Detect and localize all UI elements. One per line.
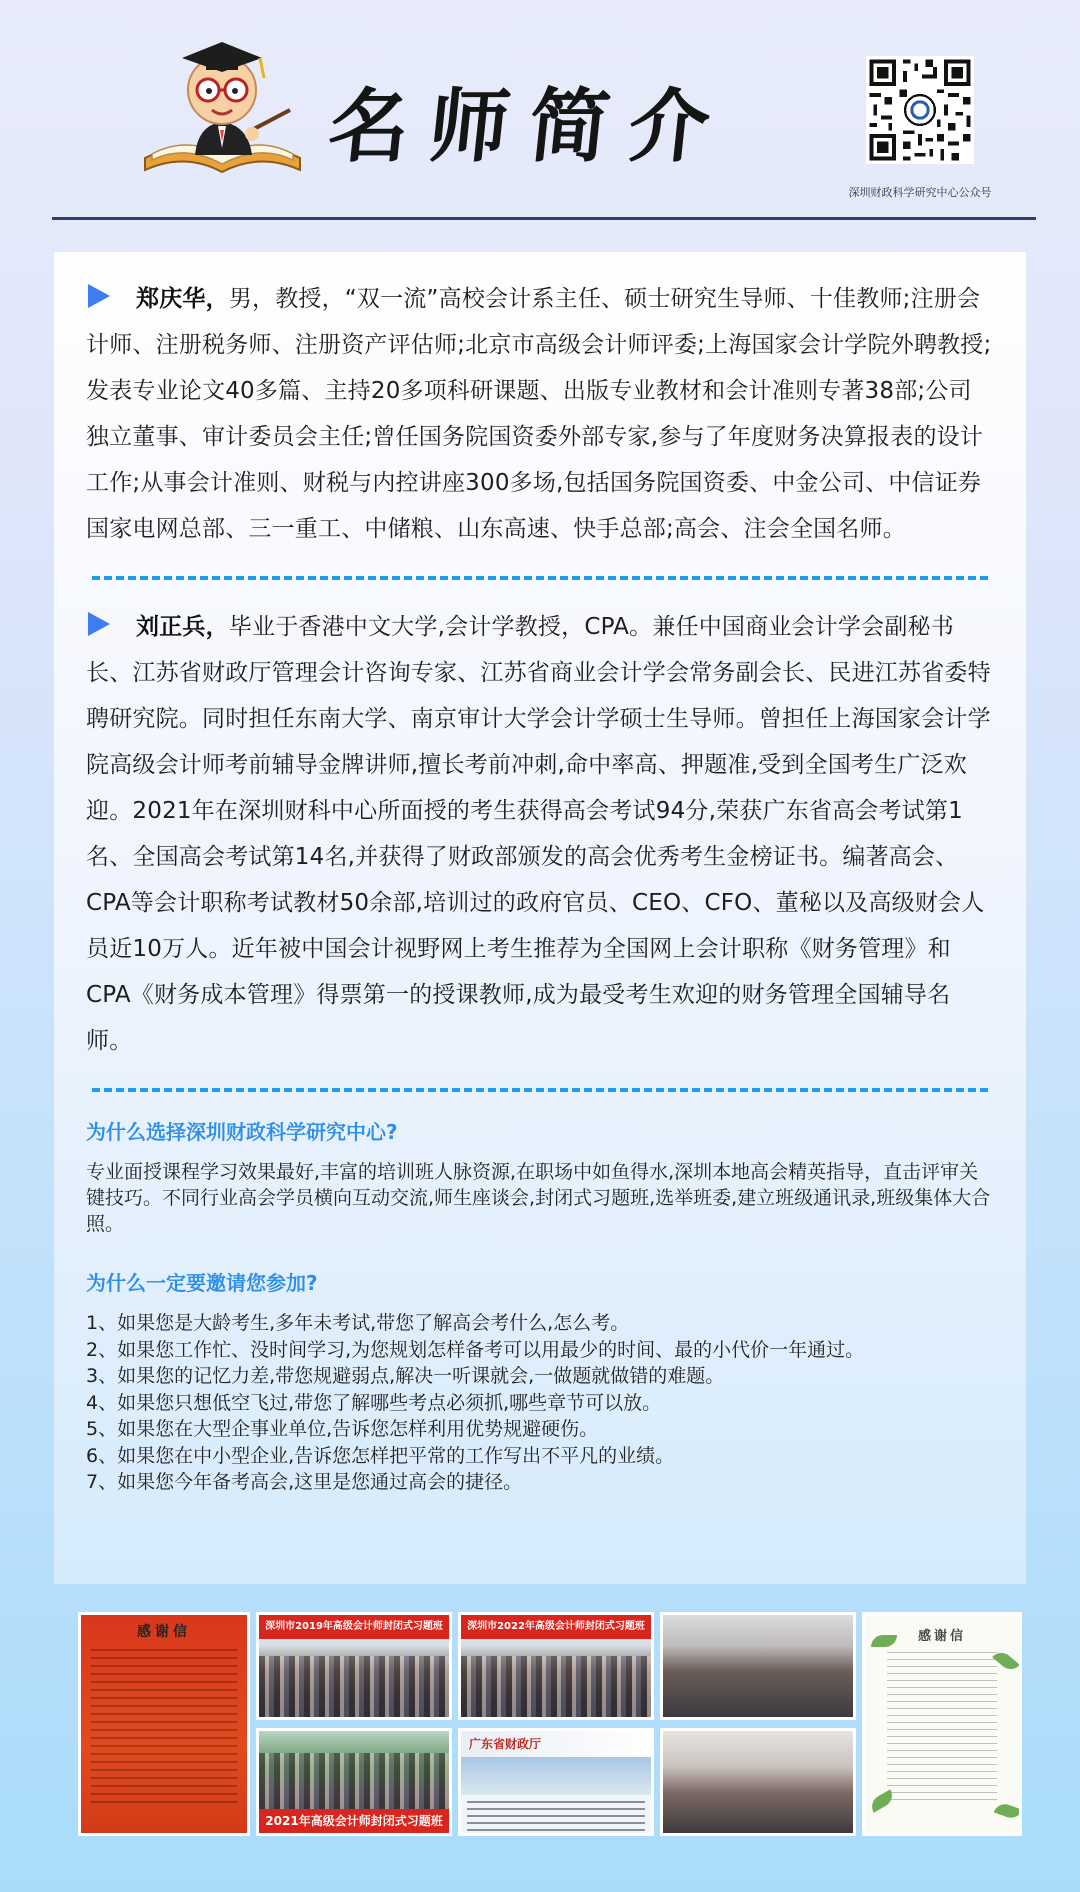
play-triangle-icon (88, 612, 110, 636)
header-divider (52, 217, 1036, 220)
leaf-decoration-icon (994, 1801, 1022, 1821)
teacher-bio-text: 毕业于香港中文大学,会计学教授，CPA。兼任中国商业会计学会副秘书长、江苏省财政厅管理会计咨询专家、江苏省商业会计学会常务副会长、民进江苏省委特聘研究院。同时担任东南大学、南京审计大学会计学硕士生导师。曾担任上海国家会计学院高级会计师考前辅导金牌讲师,擅长考前冲刺,命中率高、押题准,受到全国考生广泛欢迎。2021年在深圳财科中心所面授的考生获得高会考试94分,荣获广东省高会考试第1名、全国高会考试第14名,并获得了财政部颁发的高会优秀考生金榜证书。编著高会、CPA等会计职称考试教材50余部,培训过的政府官员、CEO、CFO、董秘以及高级财会人员近10万人。近年被中国会计视野网上考生推荐为全国网上会计职称《财务管理》和CPA《财务成本管理》得票第一的授课教师,成为最受考生欢迎的财务管理全国辅导名师。 (86, 614, 991, 1054)
qr-code-icon (866, 56, 974, 164)
content-card (54, 252, 1026, 1584)
dashed-divider (92, 576, 988, 580)
class-photo-2019 (256, 1612, 452, 1720)
letter-text-lines (91, 1649, 237, 1809)
why-join-heading: 为什么一定要邀请您参加? (86, 1271, 318, 1295)
classroom-photo-1 (660, 1612, 856, 1720)
reason-item: 5、如果您在大型企事业单位,告诉您怎样利用优势规避硬伤。 (86, 1418, 599, 1440)
qr-caption: 深圳财政科学研究中心公众号 (848, 186, 992, 199)
why-choose-heading: 为什么选择深圳财政科学研究中心? (86, 1120, 398, 1144)
teacher-mascot-icon (140, 30, 305, 175)
webpage-banner-image (461, 1757, 651, 1795)
class-photo-2021 (256, 1728, 452, 1836)
reason-item: 6、如果您在中小型企业,告诉您怎样把平常的工作写出不平凡的业绩。 (86, 1444, 675, 1467)
webpage-header: 广东省财政厅 (461, 1731, 651, 1757)
letter-title: 感谢信 (137, 1624, 191, 1640)
photo-banner: 深圳市2022年高级会计师封闭式习题班 (461, 1615, 651, 1639)
teacher-name: 郑庆华， (136, 286, 229, 312)
class-photo-2022 (458, 1612, 654, 1720)
crowd-graphic (259, 1656, 449, 1717)
crowd-graphic (259, 1753, 449, 1809)
teacher-name: 刘正兵， (136, 614, 229, 640)
photo-banner: 深圳市2019年高级会计师封闭式习题班 (259, 1615, 449, 1639)
thank-you-letter-photo (78, 1612, 250, 1836)
classroom-photo-2 (660, 1728, 856, 1836)
photo-strip (78, 1612, 1022, 1836)
play-triangle-icon (88, 284, 110, 308)
letter-text-lines (887, 1652, 997, 1802)
reason-item: 7、如果您今年备考高会,这里是您通过高会的捷径。 (86, 1471, 523, 1493)
page-title: 名师简介 (324, 79, 735, 173)
thank-you-letter-photo-2 (862, 1612, 1022, 1836)
header (0, 0, 1080, 220)
leaf-decoration-icon (871, 1635, 897, 1647)
photo-banner: 2021年高级会计师封闭式习题班 (259, 1809, 449, 1833)
finance-dept-webpage-photo (458, 1728, 654, 1836)
dashed-divider (92, 1088, 988, 1092)
teacher-bio-2 (86, 604, 994, 1064)
reason-item: 1、如果您是大龄考生,多年未考试,带您了解高会考什么,怎么考。 (86, 1312, 630, 1334)
why-choose-text: 专业面授课程学习效果最好,丰富的培训班人脉资源,在职场中如鱼得水,深圳本地高会精英指导，直击评审关键技巧。不同行业高会学员横向互动交流,师生座谈会,封闭式习题班,选举班委,建立班级通讯录,班级集体大合照。 (86, 1161, 991, 1235)
reason-item: 2、如果您工作忙、没时间学习,为您规划怎样备考可以用最少的时间、最的小代价一年通过。 (86, 1338, 865, 1361)
crowd-graphic (461, 1656, 651, 1717)
teacher-bio-text: 男，教授，“双一流”高校会计系主任、硕士研究生导师、十佳教师;注册会计师、注册税务师、注册资产评估师;北京市高级会计师评委;上海国家会计学院外聘教授;发表专业论文40多篇、主持20多项科研课题、出版专业教材和会计准则专著38部;公司独立董事、审计委员会主任;曾任国务院国资委外部专家,参与了年度财务决算报表的设计工作;从事会计准则、财税与内控讲座300多场,包括国务院国资委、中金公司、中信证券国家电网总部、三一重工、中储粮、山东高速、快手总部;高会、注会全国名师。 (86, 286, 992, 542)
teacher-bio-1 (86, 276, 994, 552)
reason-item: 3、如果您的记忆力差,带您规避弱点,解决一听课就会,一做题就做错的难题。 (86, 1365, 725, 1387)
letter-title: 感谢信 (917, 1629, 966, 1644)
reason-item: 4、如果您只想低空飞过,带您了解哪些考点必须抓,哪些章节可以放。 (86, 1391, 662, 1414)
webpage-text-lines (467, 1801, 645, 1831)
